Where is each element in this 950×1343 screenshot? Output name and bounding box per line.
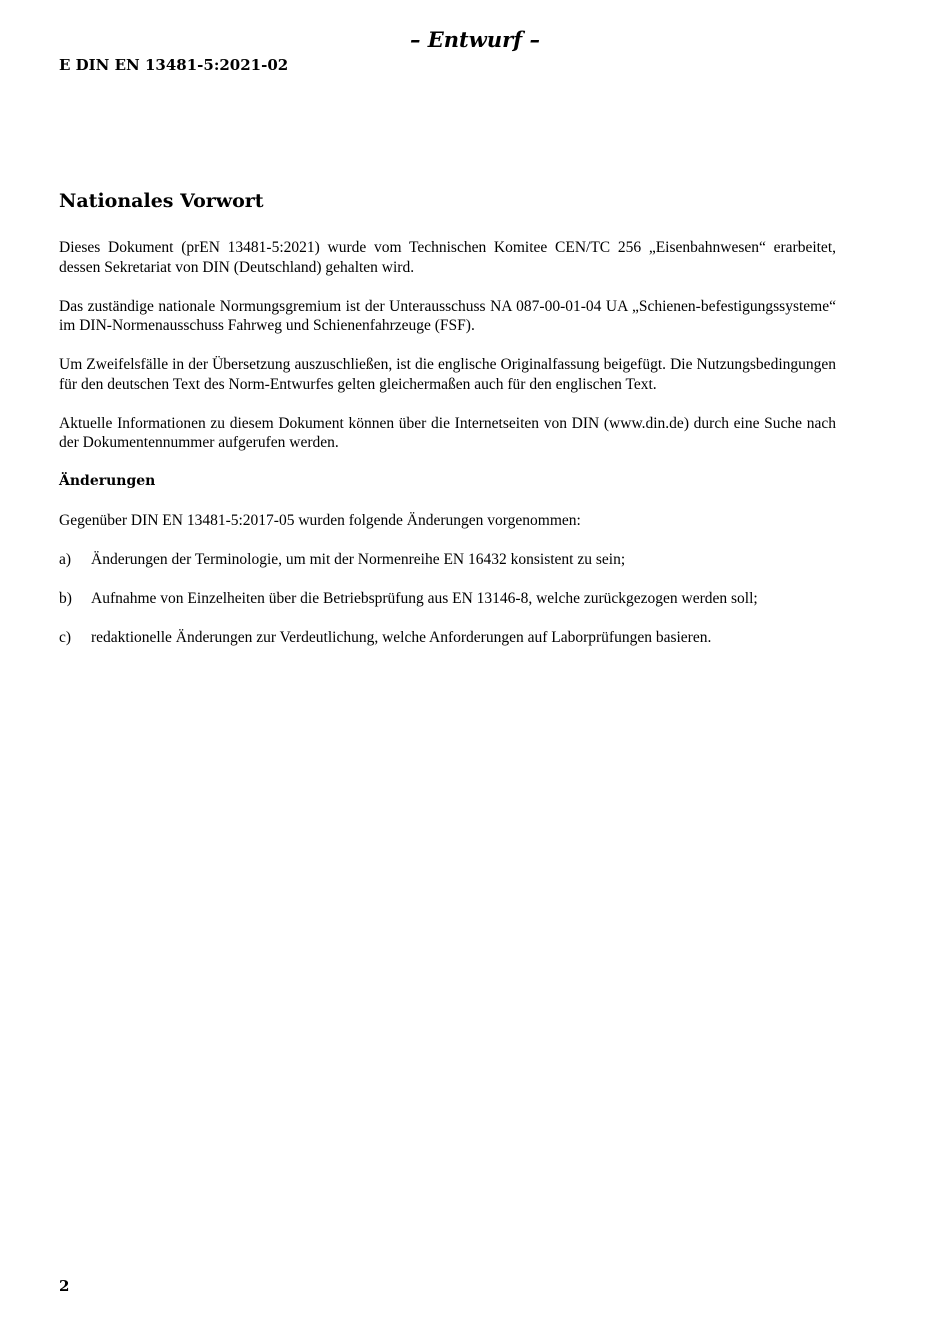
list-item-text: redaktionelle Änderungen zur Verdeutlichung, welche Anforderungen auf Laborprüfungen basieren. bbox=[91, 629, 712, 646]
page-content bbox=[59, 186, 836, 667]
document-identifier: E DIN EN 13481-5:2021-02 bbox=[59, 56, 289, 74]
foreword-paragraph: Aktuelle Informationen zu diesem Dokument können über die Internetseiten von DIN (www.din.de) durch eine Suche nach der Dokumentennummer aufgerufen werden. bbox=[59, 414, 836, 451]
list-item-text: Aufnahme von Einzelheiten über die Betriebsprüfung aus EN 13146-8, welche zurückgezogen werden soll; bbox=[91, 590, 758, 607]
section-title-changes: Änderungen bbox=[59, 473, 156, 489]
list-item bbox=[59, 550, 836, 570]
section-title-national-foreword: Nationales Vorwort bbox=[59, 190, 264, 212]
list-marker: b) bbox=[59, 590, 72, 607]
list-item bbox=[59, 628, 836, 648]
draft-watermark-title: – Entwurf – bbox=[409, 27, 541, 52]
list-item-text: Änderungen der Terminologie, um mit der Normenreihe EN 16432 konsistent zu sein; bbox=[91, 551, 626, 568]
foreword-paragraph: Dieses Dokument (prEN 13481-5:2021) wurde vom Technischen Komitee CEN/TC 256 „Eisenbahnwesen“ erarbeitet, dessen Sekretariat von DIN (Deutschland) gehalten wird. bbox=[59, 239, 836, 276]
list-marker: a) bbox=[59, 551, 72, 568]
page-number: 2 bbox=[59, 1277, 70, 1295]
list-item bbox=[59, 589, 836, 609]
changes-intro: Gegenüber DIN EN 13481-5:2017-05 wurden folgende Änderungen vorgenommen: bbox=[59, 512, 581, 529]
foreword-paragraph: Das zuständige nationale Normungsgremium ist der Unterausschuss NA 087-00-01-04 UA „Schienen-befestigungssysteme“ im DIN-Normenausschuss Fahrweg und Schienenfahrzeuge (FSF). bbox=[59, 297, 836, 334]
list-marker: c) bbox=[59, 629, 72, 646]
foreword-paragraph: Um Zweifelsfälle in der Übersetzung auszuschließen, ist die englische Originalfassung beigefügt. Die Nutzungsbedingungen für den deutschen Text des Norm-Entwurfes gelten gleichermaßen auch für den englischen Text. bbox=[59, 356, 836, 393]
